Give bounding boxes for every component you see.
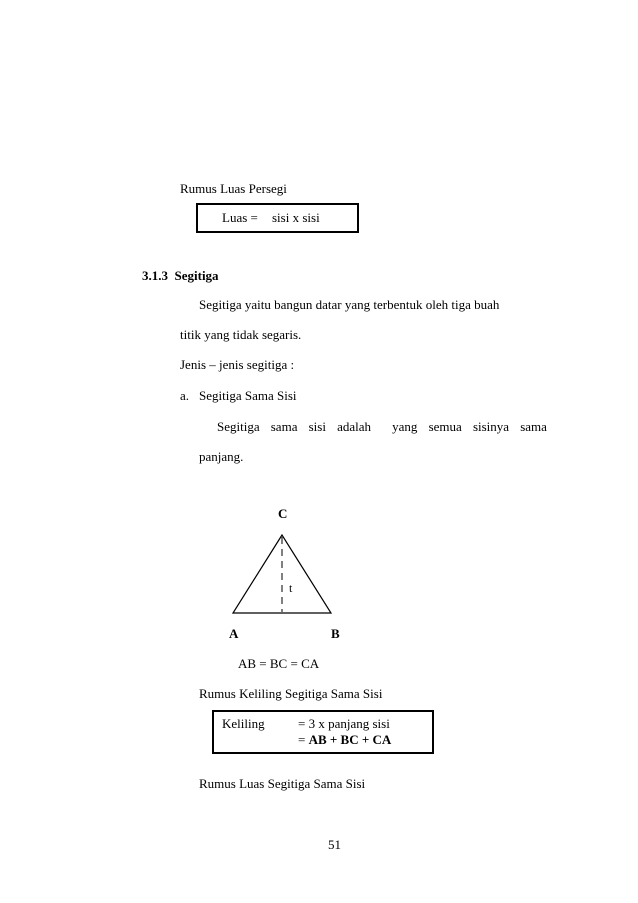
vertex-label-c: C bbox=[278, 506, 288, 521]
vertex-label-b: B bbox=[331, 626, 340, 641]
persegi-formula-value: sisi x sisi bbox=[272, 210, 320, 225]
desc-word: Segitiga bbox=[217, 419, 260, 434]
desc-word: sama bbox=[520, 419, 547, 434]
item-a-title: Segitiga Sama Sisi bbox=[199, 388, 297, 403]
luas-segitiga-heading: Rumus Luas Segitiga Sama Sisi bbox=[199, 776, 366, 791]
keliling-heading: Rumus Keliling Segitiga Sama Sisi bbox=[199, 686, 383, 701]
keliling-label: Keliling bbox=[222, 716, 265, 731]
item-a-description-line-2: panjang. bbox=[199, 449, 244, 464]
keliling-line-2-prefix: = bbox=[298, 732, 306, 747]
desc-word: yang bbox=[392, 419, 418, 434]
vertex-label-a: A bbox=[229, 626, 239, 641]
keliling-line-2-sum: AB + BC + CA bbox=[308, 732, 392, 747]
desc-word: sisinya bbox=[472, 419, 510, 434]
keliling-formula-box bbox=[212, 710, 434, 754]
desc-word: sama bbox=[270, 419, 298, 434]
section-number: 3.1.3 bbox=[142, 268, 168, 283]
desc-word: sisi bbox=[308, 419, 326, 434]
jenis-segitiga: Jenis – jenis segitiga : bbox=[180, 357, 295, 372]
keliling-line-1: = 3 x panjang sisi bbox=[298, 716, 390, 731]
desc-word: semua bbox=[428, 419, 462, 434]
page-number: 51 bbox=[328, 837, 341, 852]
section-title: Segitiga bbox=[174, 268, 219, 283]
persegi-heading: Rumus Luas Persegi bbox=[180, 181, 287, 196]
side-equality: AB = BC = CA bbox=[238, 656, 320, 671]
intro-line-2: titik yang tidak segaris. bbox=[180, 327, 302, 342]
persegi-formula-label: Luas = bbox=[222, 210, 258, 225]
keliling-line-2 bbox=[298, 732, 391, 748]
intro-line-1: Segitiga yaitu bangun datar yang terbentuk oleh tiga buah bbox=[199, 297, 500, 312]
item-a-marker: a. bbox=[180, 388, 190, 403]
height-label-t: t bbox=[289, 581, 293, 595]
desc-word: adalah bbox=[337, 419, 372, 434]
